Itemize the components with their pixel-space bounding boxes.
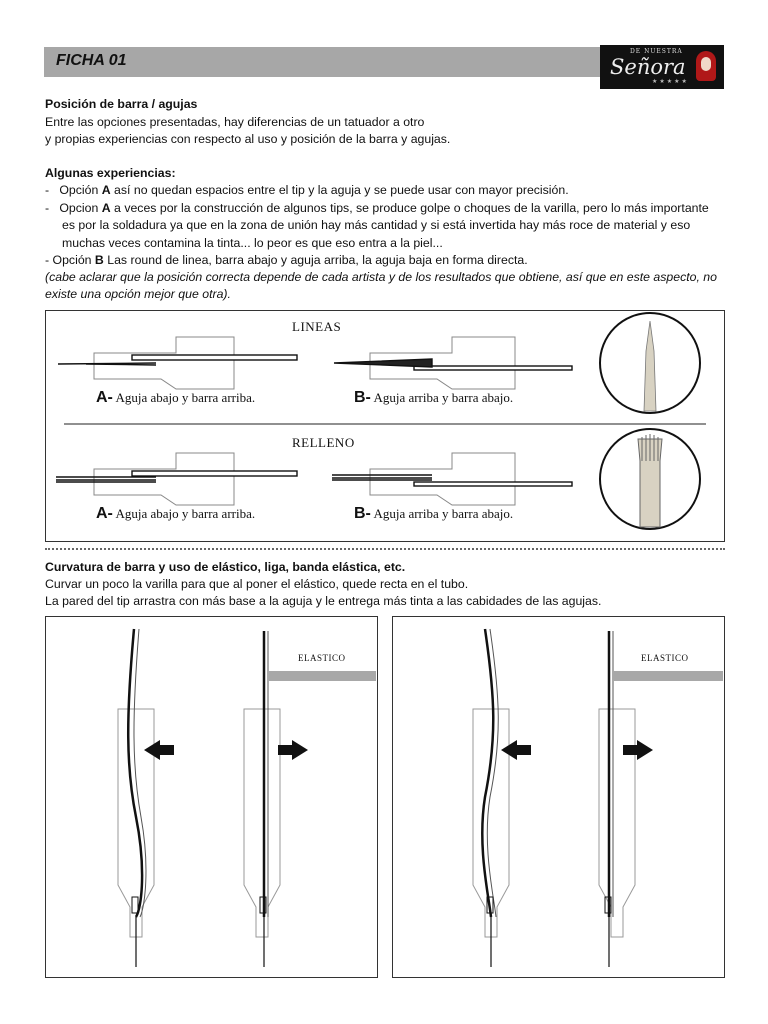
needle-b-lineas	[334, 359, 432, 367]
elastic-band	[613, 671, 723, 681]
bullet-dash: -	[45, 253, 50, 267]
caption-letter: A-	[96, 389, 113, 406]
tube-outline-curved	[473, 709, 509, 937]
intro-line-1: Entre las opciones presentadas, hay diferencias de un tatuador a otro	[45, 115, 425, 129]
caption-text: Aguja arriba y barra abajo.	[373, 390, 514, 405]
item-2-post: a veces por la construcción de algunos tips, se produce golpe o choques de la varilla, pero lo más importante	[110, 201, 709, 215]
needle-position-figure	[45, 310, 725, 542]
arrow-left-icon	[501, 740, 531, 760]
caption-a-relleno	[96, 505, 255, 523]
curvature-left-drawing	[46, 617, 377, 977]
logo-virgin-icon	[696, 51, 716, 81]
experience-item-1	[45, 182, 569, 200]
brand-logo	[600, 45, 724, 89]
relleno-needle-tip-icon	[638, 434, 662, 527]
item-2-pre: Opcion	[59, 201, 102, 215]
bar-a-lineas	[132, 355, 297, 360]
bar-b-lineas	[414, 366, 572, 370]
experience-item-2-line-3: muchas veces contamina la tinta... lo peor es que eso entra a la piel...	[62, 236, 443, 250]
item-3-pre: Opción	[52, 253, 95, 267]
tube-outline-a-relleno	[94, 453, 234, 505]
bar-a-relleno	[132, 471, 297, 476]
curvature-line-2: La pared del tip arrastra con más base a la aguja y le entrega más tinta a las cabidades de las agujas.	[45, 594, 602, 608]
caption-a-lineas	[96, 389, 255, 407]
item-3-key: B	[94, 253, 104, 267]
arrow-right-icon	[278, 740, 308, 760]
lineas-title: LINEAS	[292, 319, 342, 334]
bullet-dash: -	[45, 201, 50, 215]
curved-bar	[482, 629, 493, 917]
intro-line-2: y propias experiencias con respecto al uso y posición de la barra y agujas.	[45, 132, 451, 146]
caption-letter: B-	[354, 505, 371, 522]
caption-text: Aguja abajo y barra arriba.	[115, 390, 256, 405]
experiences-heading: Algunas experiencias:	[45, 166, 176, 180]
intro-heading: Posición de barra / agujas	[45, 97, 198, 111]
caption-text: Aguja arriba y barra abajo.	[373, 506, 514, 521]
experience-item-2-line-2: es por la soldadura ya que en la zona de unión hay más cantidad y si está invertida hay más roce de material y eso	[62, 218, 691, 232]
elastic-band	[268, 671, 376, 681]
arrow-left-icon	[144, 740, 174, 760]
page-title: FICHA 01	[56, 52, 127, 69]
tube-outline-straight	[599, 709, 635, 937]
tube-outline-b-relleno	[370, 453, 515, 505]
experience-note-line-1: (cabe aclarar que la posición correcta depende de cada artista y de los resultados que obtiene, así que en este aspecto, no	[45, 270, 717, 284]
caption-b-lineas	[354, 389, 513, 407]
header-bar	[44, 47, 600, 77]
logo-script-text: Señora	[610, 55, 686, 79]
bullet-dash: -	[45, 183, 50, 197]
curvature-right-drawing	[393, 617, 724, 977]
bar-b-relleno	[414, 482, 572, 486]
curvature-panel-right	[392, 616, 725, 978]
dotted-separator	[45, 548, 725, 550]
caption-letter: B-	[354, 389, 371, 406]
elastic-label: ELASTICO	[641, 653, 689, 663]
caption-letter: A-	[96, 505, 113, 522]
logo-stars: ★★★★★	[652, 79, 689, 85]
curvature-panel-left	[45, 616, 378, 978]
arrow-right-icon	[623, 740, 653, 760]
curvature-line-1: Curvar un poco la varilla para que al poner el elástico, quede recta en el tubo.	[45, 577, 469, 591]
caption-text: Aguja abajo y barra arriba.	[115, 506, 256, 521]
item-1-post: así no quedan espacios entre el tip y la aguja y se puede usar con mayor precisión.	[110, 183, 569, 197]
item-1-pre: Opción	[59, 183, 102, 197]
caption-b-relleno	[354, 505, 513, 523]
experience-item-3	[45, 252, 528, 270]
item-1-key: A	[101, 183, 111, 197]
item-2-key: A	[101, 201, 111, 215]
experience-note-line-2: existe una opción mejor que otra).	[45, 287, 231, 301]
elastic-label: ELASTICO	[298, 653, 346, 663]
experience-item-2	[45, 200, 709, 218]
item-3-post: Las round de linea, barra abajo y aguja arriba, la aguja baja en forma directa.	[103, 253, 528, 267]
tube-outline-straight	[244, 709, 280, 937]
curvature-heading: Curvatura de barra y uso de elástico, liga, banda elástica, etc.	[45, 560, 406, 574]
logo-small-text: DE NUESTRA	[630, 48, 683, 55]
relleno-title: RELLENO	[292, 435, 355, 450]
